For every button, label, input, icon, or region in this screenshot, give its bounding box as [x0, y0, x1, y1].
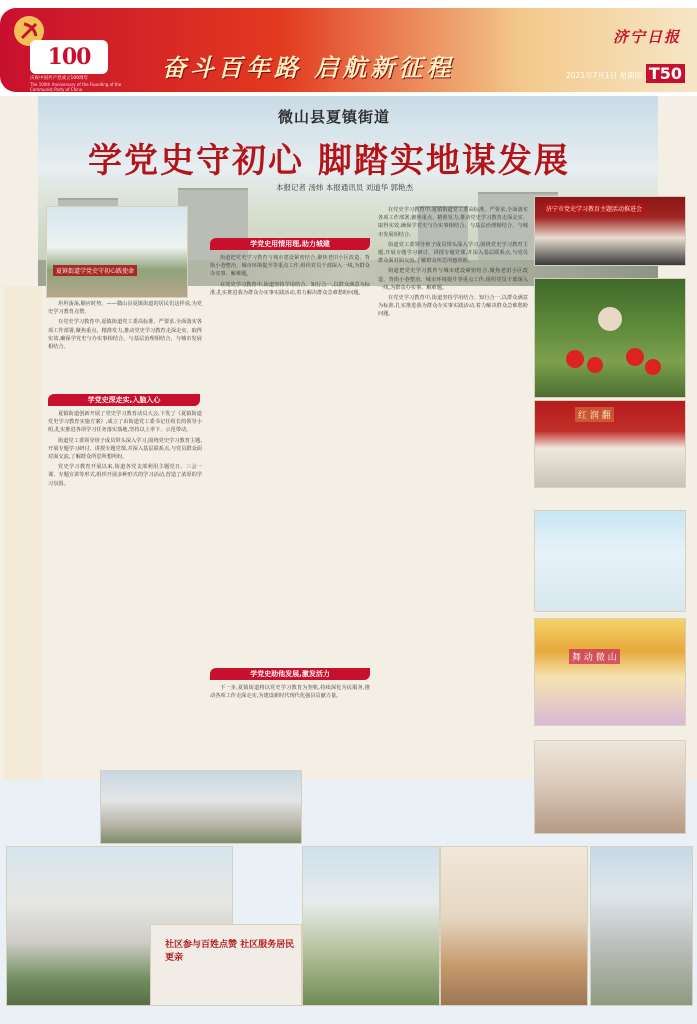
body-paragraph: 街道党工委领导班子成员带头深入学习,围绕党史学习教育主题,开展专题学习研讨、讲授专题党课,并深入基层联系点,与党员群众面对面交流,了解群众所思所想所盼。: [378, 241, 528, 265]
page-number: T50: [646, 64, 685, 83]
issue-date: 2021年7月1日 星期四: [566, 71, 643, 80]
village-photo: [302, 846, 440, 1006]
section-heading-1: 学党史深走实,入脑入心: [48, 394, 200, 406]
masthead: [0, 0, 697, 96]
lantern-garden-photo: [534, 278, 686, 398]
paper-name: 济宁日报: [612, 28, 681, 46]
dance-performance-photo: [534, 618, 686, 726]
library-photo: [440, 846, 588, 1006]
body-paragraph: 在党史学习教育中,街道坚持学用结合、知行合一,以群众满意为标准,扎实推进我为群众办实事实践活动,着力解决群众急难愁盼问题。: [378, 295, 528, 318]
body-paragraph: 在党史学习教育中,夏镇街道党工委高标准、严要求,全面落实各项工作部署,聚焦重点、精准发力,推动党史学习教育走深走实、取得实效,确保学党史与办实事相结合、与基层治理相结合、与城市发展相结合。: [48, 319, 202, 351]
lantern-icon: [535, 279, 685, 397]
article-subtitle: 微山县夏镇街道: [278, 108, 391, 126]
body-paragraph: 党史学习教育开展以来,街道各党支部利用主题党日、三会一课、专题宣讲等形式,组织开展多种形式的学习活动,营造了浓厚的学习氛围。: [48, 464, 202, 487]
body-paragraph: 街道把党史学习教育与城市建设紧密结合,聚焦老旧小区改造、背街小巷整治、城市环境提升等重点工作,组织党员干部深入一线,为群众办实事、解难题。: [210, 255, 370, 278]
meeting-photo: [534, 196, 686, 266]
meeting-photo-banner: 济宁市党史学习教育主题活动推进会: [543, 203, 645, 214]
intro-paragraph: 坦坦荡荡,顺应时势。——微山县夏镇街道的居民们这样说,为党史学习教育点赞。: [48, 301, 202, 316]
column-2-bottom: [210, 684, 370, 774]
elderly-visit-photo: [534, 740, 686, 834]
article-byline: 本报记者 汤炜 本报通讯员 刘道华 郭艳杰: [276, 183, 414, 192]
logo-caption: 庆祝中国共产党成立100周年: [30, 76, 89, 81]
logo-number: 100: [47, 44, 91, 70]
body-paragraph: 在党史学习教育中,街道坚持学用结合、知行合一,以群众满意为标准,扎实推进我为群众办实事实践活动,着力解决群众急难愁盼问题。: [210, 281, 370, 296]
column-3-body: [378, 206, 528, 776]
group-photo: [46, 206, 188, 298]
section-heading-3: 学党史助他发展,激发活力: [210, 668, 370, 680]
column-2-body: [210, 254, 370, 654]
slogan-wall-text: 社区参与百姓点赞 社区服务居民更亲: [165, 940, 295, 963]
classroom-photo: [534, 510, 686, 612]
red-hall-photo: [534, 400, 686, 488]
body-paragraph: 下一步,夏镇街道将以党史学习教育为契机,持续深化为民服务,推动各项工作走深走实,为建设新时代现代化强县贡献力量。: [210, 685, 370, 700]
residential-buildings-photo: [100, 770, 302, 844]
masthead-slogan: 奋斗百年路 启航新征程: [162, 53, 455, 82]
body-paragraph: 夏镇街道创新开展了党史学习教育动员大会,下发了《夏镇街道党史学习教育实施方案》,成立了由街道党工委书记任组长的领导小组,扎实推进各项学习任务落实落地,坚持以上率下、示范带动。: [48, 411, 202, 434]
body-paragraph: 在党史学习教育中,夏镇街道党工委高标准、严要求,全面落实各项工作部署,聚焦重点、精准发力,推动党史学习教育走深走实、取得实效,确保学党史与办实事相结合、与基层治理相结合、与城市发展相结合。: [378, 207, 528, 238]
tower-buildings-photo: [590, 846, 693, 1006]
article-title: 学党史守初心 脚踏实地谋发展: [88, 141, 570, 181]
dance-banner: 舞 动 微 山: [569, 649, 620, 664]
body-paragraph: 街道党工委领导班子成员带头深入学习,围绕党史学习教育主题,开展专题学习研讨、讲授专题党课,并深入基层联系点,与党员群众面对面交流,了解群众所思所想所盼。: [48, 437, 202, 461]
section-heading-2: 学党史用情用理,助力城建: [210, 238, 370, 250]
red-hall-banner: 红 润 翻: [575, 407, 614, 422]
column-1-body: [48, 410, 202, 770]
group-photo-banner: 夏镇街道学党史守初心践使命: [53, 265, 137, 276]
body-paragraph: 街道把党史学习教育与城市建设紧密结合,聚焦老旧小区改造、背街小巷整治、城市环境提升等重点工作,组织党员干部深入一线,为群众办实事、解难题。: [378, 268, 528, 291]
centenary-logo: [30, 40, 108, 74]
logo-caption-english: The 100th Anniversary of the Founding of the Communist Party of China: [30, 82, 122, 92]
slogan-wall-photo: [150, 924, 302, 1006]
